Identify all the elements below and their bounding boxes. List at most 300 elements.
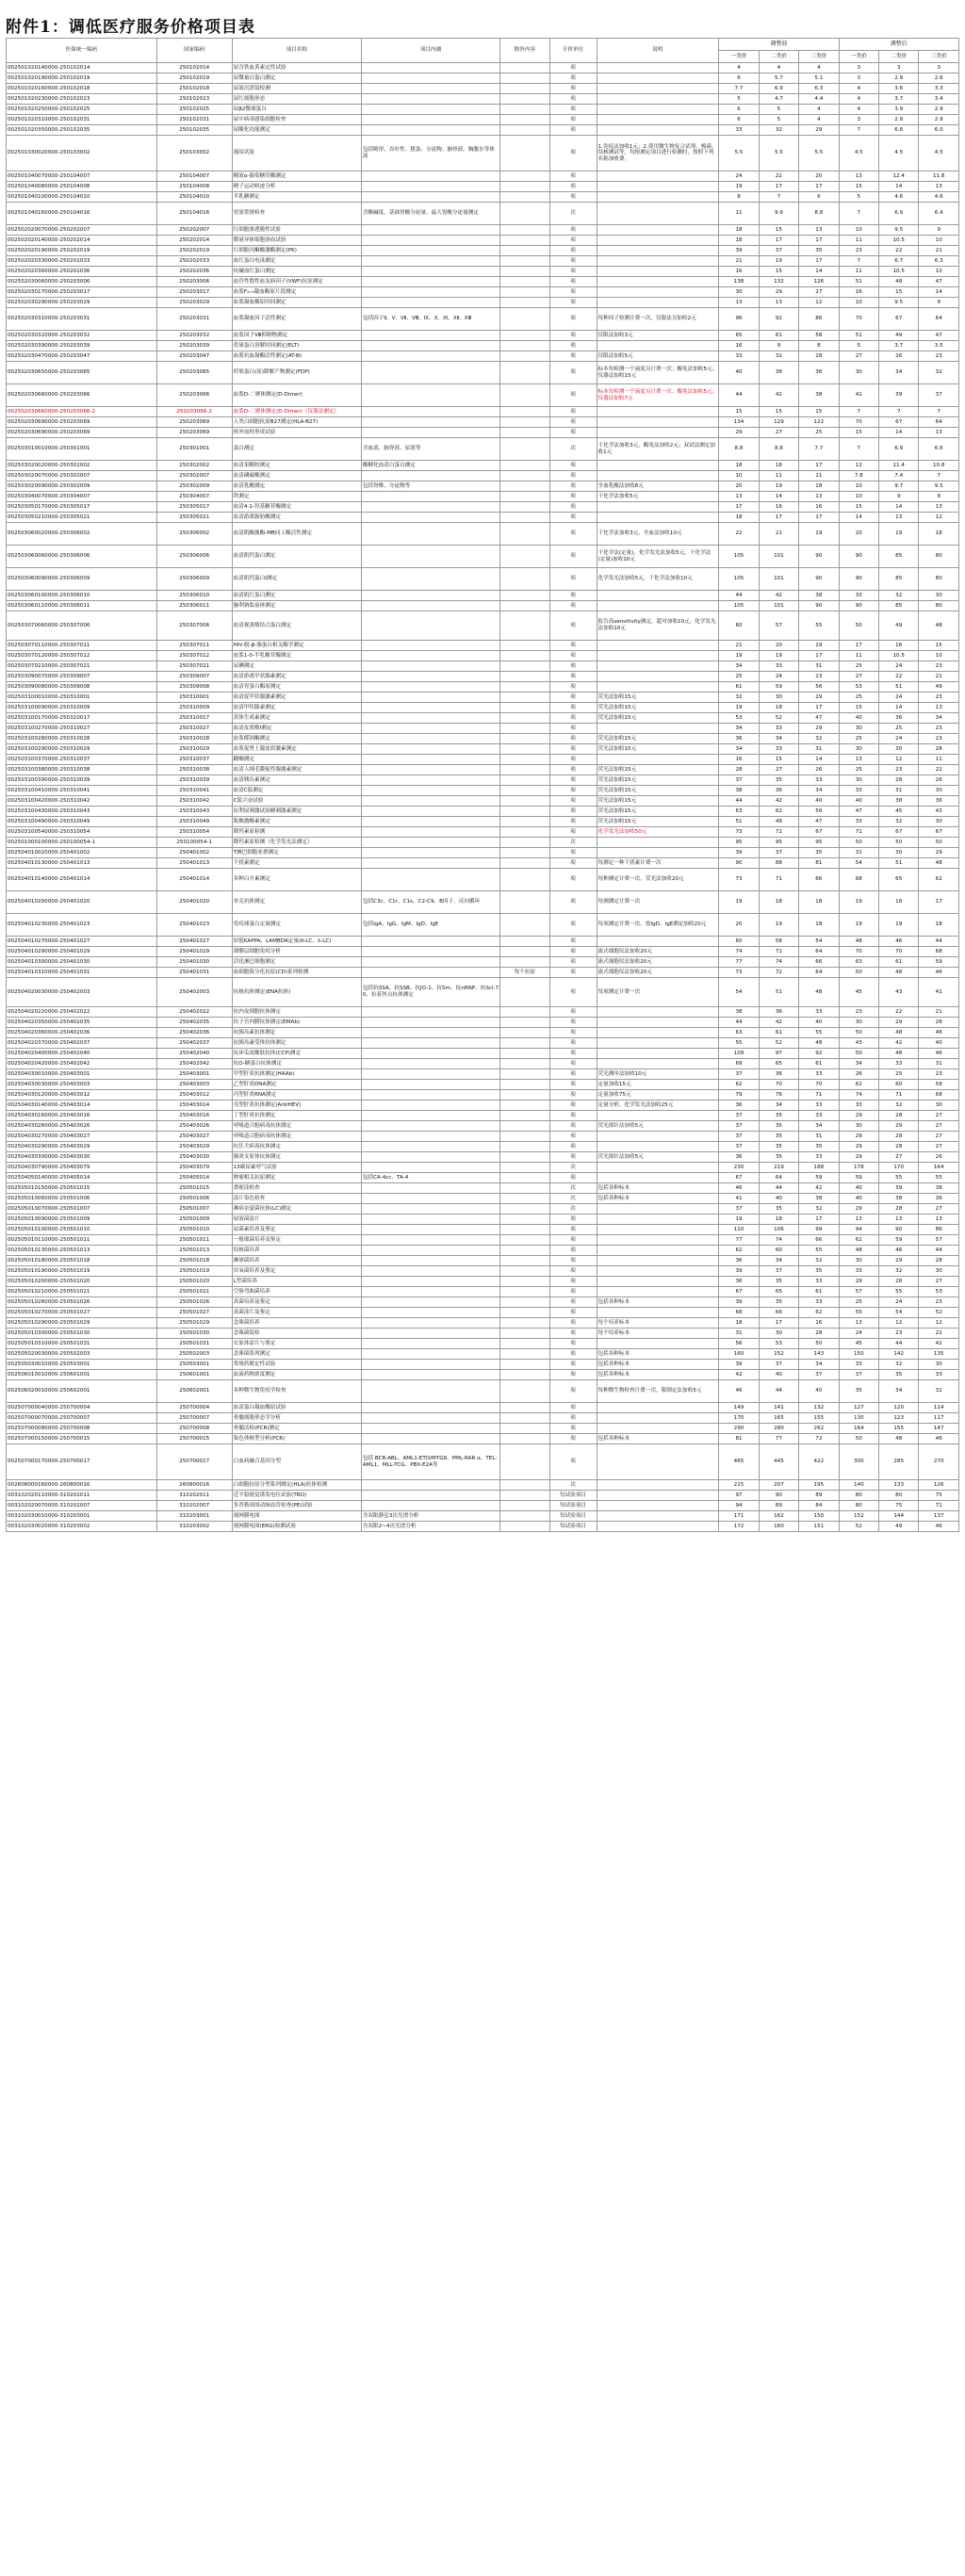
cell-excluded [500,428,549,438]
cell-after-price-1: 12 [839,461,878,471]
cell-before-price-1: 109 [719,1049,759,1059]
cell-note: 流式细胞仪法加收20元 [597,947,719,957]
cell-code: 002505010310000-250501031 [7,1339,157,1349]
cell-code: 002504030260000-250403026 [7,1121,157,1132]
cell-note: 标本每检测一个滴度另计费一次；酶免法加收5元；仪器法加收15元 [597,362,719,384]
cell-note: 报告高sensitivity测定，超对加收10元，化学发光法加收10元 [597,611,719,641]
cell-note [597,591,719,601]
cell-after-price-2: 6.9 [879,203,919,225]
cell-content [361,513,499,523]
cell-item-name: 一般细菌培养及鉴定 [232,1235,361,1246]
cell-unit: 项 [549,471,597,481]
cell-after-price-3: 2.9 [919,105,959,115]
cell-after-price-2: 48 [879,1028,919,1038]
subheader-price-1: 一类价 [719,51,759,63]
cell-national-code: 250403079 [156,1163,232,1173]
cell-excluded [500,182,549,192]
cell-note: 荧光探针法加收5元 [597,1121,719,1132]
cell-after-price-1: 26 [839,1069,878,1080]
cell-note: 荧光法加收15元 [597,817,719,827]
cell-code: 002503100280000-250310028 [7,734,157,744]
cell-before-price-3: 155 [799,1413,839,1424]
cell-note: 每测定一种干扰素计费一次 [597,858,719,869]
cell-content [361,331,499,341]
cell-excluded [500,267,549,277]
cell-before-price-3: 47 [799,713,839,724]
cell-item-name: 血清肌钙蛋白Ⅰ测定 [232,568,361,591]
cell-after-price-1: 33 [839,786,878,796]
cell-note [597,471,719,481]
cell-content [361,765,499,775]
cell-excluded [500,1339,549,1349]
cell-note [597,672,719,682]
cell-code: 002501040070000-250104007 [7,171,157,182]
cell-before-price-1: 73 [719,968,759,978]
cell-national-code: 250102023 [156,94,232,105]
cell-after-price-2: 144 [879,1511,919,1522]
cell-after-price-3: 80 [919,546,959,568]
cell-note [597,755,719,765]
table-row [7,513,959,523]
cell-before-price-1: 18 [719,236,759,246]
cell-before-price-3: 50 [799,1339,839,1349]
cell-unit: 项 [549,84,597,94]
cell-unit: 项 [549,651,597,661]
cell-before-price-3: 150 [799,1511,839,1522]
table-row [7,1266,959,1277]
cell-unit: 项 [549,807,597,817]
cell-item-name: 血清蛋白凝血酶原试验 [232,1403,361,1413]
cell-unit: 项 [549,827,597,838]
cell-after-price-2: 65 [879,869,919,891]
cell-excluded [500,1059,549,1069]
cell-before-price-3: 17 [799,651,839,661]
cell-after-price-2: 30 [879,848,919,858]
cell-unit: 项 [549,817,597,827]
cell-excluded [500,672,549,682]
cell-after-price-1: 25 [839,765,878,775]
cell-excluded [500,703,549,713]
cell-before-price-2: 24 [759,672,798,682]
cell-code: 002501020190000-250102019 [7,73,157,84]
cell-item-name: 纤维蛋白(原)降解产物测定(FDP) [232,362,361,384]
cell-after-price-3: 3.5 [919,341,959,351]
cell-before-price-2: 53 [759,1339,798,1349]
cell-after-price-1: 33 [839,1101,878,1111]
cell-excluded [500,807,549,817]
cell-unit: 项 [549,502,597,513]
cell-content [361,1090,499,1101]
table-row [7,492,959,502]
table-row [7,1349,959,1360]
cell-after-price-2: 34 [879,1380,919,1403]
cell-after-price-3: 23 [919,724,959,734]
cell-content [361,968,499,978]
cell-code: 002503100370000-250310037 [7,755,157,765]
table-row [7,838,959,848]
cell-after-price-3: 117 [919,1413,959,1424]
cell-national-code: 250501006 [156,1194,232,1204]
cell-after-price-2: 49 [879,611,919,641]
cell-code: 002505010110000-250501011 [7,1235,157,1246]
cell-national-code: 250700007 [156,1413,232,1424]
cell-before-price-3: 15 [799,407,839,417]
cell-before-price-1: 60 [719,611,759,641]
cell-national-code: 250104008 [156,182,232,192]
cell-unit: 项 [549,858,597,869]
table-row [7,471,959,481]
table-row [7,1080,959,1090]
cell-item-name: 蛋白测定 [232,438,361,461]
cell-note: 定量加收75元 [597,1090,719,1101]
cell-after-price-1: 48 [839,937,878,947]
cell-content [361,471,499,481]
cell-before-price-2: 34 [759,734,798,744]
cell-content [361,1491,499,1501]
cell-item-name: HIV-脱-β-脂蛋白相关酶学测定 [232,641,361,651]
cell-after-price-1: 33 [839,817,878,827]
cell-code: 002505010270000-250501027 [7,1308,157,1318]
cell-national-code: 250501031 [156,1339,232,1349]
cell-unit: 项 [549,891,597,914]
cell-national-code: 250401014 [156,869,232,891]
cell-unit: 项 [549,755,597,765]
cell-after-price-2: 43 [879,978,919,1007]
cell-unit: 项 [549,236,597,246]
cell-after-price-3: 27 [919,1111,959,1121]
cell-excluded [500,848,549,858]
cell-national-code: 250501018 [156,1256,232,1266]
cell-code: 002501040080000-250104008 [7,182,157,192]
cell-after-price-1: 51 [839,277,878,287]
cell-item-name: 多普勒周围动脉血管检查(PE)试验 [232,1501,361,1511]
cell-national-code: 250403012 [156,1090,232,1101]
cell-note [597,724,719,734]
cell-before-price-1: 19 [719,182,759,192]
cell-content [361,796,499,807]
cell-before-price-1: 21 [719,256,759,267]
cell-after-price-3: 71 [919,1501,959,1511]
cell-note [597,171,719,182]
cell-excluded [500,1194,549,1204]
cell-code: 002505010180000-250501018 [7,1256,157,1266]
cell-before-price-1: 38 [719,786,759,796]
cell-code: 002503070210000-250307021 [7,661,157,672]
cell-excluded [500,817,549,827]
cell-note [597,502,719,513]
cell-code: 002505010190000-250501019 [7,1266,157,1277]
cell-note [597,236,719,246]
cell-unit: 项 [549,1246,597,1256]
cell-item-name: 血清果糖胺测定 [232,461,361,471]
table-row [7,703,959,713]
cell-code: 002502030690000-250203069 [7,428,157,438]
cell-after-price-3: 62 [919,869,959,891]
table-row [7,438,959,461]
cell-excluded [500,1204,549,1215]
cell-excluded [500,94,549,105]
cell-excluded [500,713,549,724]
cell-before-price-1: 81 [719,1434,759,1444]
cell-before-price-3: 19 [799,523,839,546]
cell-after-price-2: 32 [879,1360,919,1370]
cell-after-price-2: 48 [879,968,919,978]
cell-after-price-3: 50 [919,838,959,848]
cell-item-name: 人类白细胞抗原B27测定(HLA-B27) [232,417,361,428]
cell-before-price-2: 7 [759,192,798,203]
cell-before-price-2: 72 [759,968,798,978]
cell-content [361,734,499,744]
cell-excluded [500,1318,549,1329]
cell-before-price-3: 262 [799,1424,839,1434]
cell-after-price-2: 29 [879,1256,919,1266]
cell-unit: 项 [549,1329,597,1339]
cell-before-price-1: 44 [719,384,759,407]
cell-after-price-2: 3.7 [879,94,919,105]
cell-after-price-3: 30 [919,591,959,601]
table-row [7,1183,959,1194]
cell-content [361,341,499,351]
cell-code: 002504030030000-250403003 [7,1080,157,1090]
cell-content [361,384,499,407]
header-after-adjust: 调整后 [839,39,958,51]
cell-before-price-3: 17 [799,236,839,246]
cell-content [361,1380,499,1403]
cell-content: 包括畸形、吞吐性、猪蛋、分泌物、脑脊液、胸腹水等体液 [361,136,499,171]
table-row [7,1059,959,1069]
cell-code: 002502020330000-250202033 [7,256,157,267]
cell-note: 荧光法加收15元 [597,775,719,786]
table-row [7,1069,959,1080]
table-row [7,601,959,611]
cell-before-price-3: 38 [799,384,839,407]
cell-excluded [500,461,549,471]
table-row [7,1444,959,1480]
cell-note [597,1215,719,1225]
cell-after-price-1: 25 [839,693,878,703]
header-content: 项目内涵 [361,39,499,63]
cell-note: 荧光法加收15元 [597,713,719,724]
cell-national-code: 250401023 [156,914,232,937]
cell-unit: 项 [549,672,597,682]
cell-after-price-1: 70 [839,947,878,957]
cell-code: 002504010300000-250401030 [7,957,157,968]
table-row [7,1111,959,1121]
table-row [7,94,959,105]
cell-before-price-1: 105 [719,601,759,611]
cell-after-price-2: 36 [879,713,919,724]
cell-after-price-3: 30 [919,817,959,827]
cell-item-name: 胃液常规检查 [232,203,361,225]
cell-item-name: 抗核抗体测定(ENA抗体) [232,978,361,1007]
cell-item-name: 各种微生物免疫学检查 [232,1380,361,1403]
cell-after-price-1: 90 [839,568,878,591]
cell-before-price-2: 52 [759,713,798,724]
cell-note: 标本每检测一个滴度另计费一次；酶免法加收5元；仪器法加收7元 [597,384,719,407]
cell-after-price-2: 26 [879,351,919,362]
cell-item-name: 血清肌酸激酶-MB同工酶活性测定 [232,523,361,546]
cell-before-price-2: 40 [759,1370,798,1380]
cell-unit: 项 [549,661,597,672]
cell-before-price-1: 20 [719,914,759,937]
cell-excluded [500,331,549,341]
cell-excluded [500,1069,549,1080]
cell-content [361,848,499,858]
cell-unit: 项 [549,461,597,471]
cell-before-price-2: 5.5 [759,136,798,171]
cell-after-price-2: 14 [879,182,919,192]
cell-excluded [500,765,549,775]
cell-before-price-2: 35 [759,1152,798,1163]
cell-after-price-3: 36 [919,1194,959,1204]
cell-before-price-3: 54 [799,937,839,947]
cell-note: 荧光探针法加收5元 [597,1152,719,1163]
cell-note [597,287,719,298]
cell-national-code: 250402022 [156,1007,232,1018]
cell-excluded [500,236,549,246]
cell-content: 酸糖化血清白蛋白测定 [361,461,499,471]
cell-national-code: 250203029 [156,298,232,308]
cell-item-name: 抗胰岛素受体抗体测定 [232,1038,361,1049]
cell-excluded [500,1501,549,1511]
cell-before-price-2: 74 [759,1235,798,1246]
cell-after-price-2: 12.4 [879,171,919,182]
cell-excluded [500,73,549,84]
cell-before-price-1: 18 [719,461,759,471]
cell-excluded [500,1101,549,1111]
cell-national-code: 250306006 [156,546,232,568]
cell-unit: 项 [549,765,597,775]
cell-unit: 项 [549,341,597,351]
cell-before-price-3: 8.8 [799,203,839,225]
cell-national-code: 250501010 [156,1225,232,1235]
subheader-price-4: 一类价 [839,51,878,63]
cell-national-code: 250501013 [156,1246,232,1256]
cell-before-price-3: 47 [799,817,839,827]
cell-before-price-3: 126 [799,277,839,287]
cell-code: 002502030060000-250203006 [7,277,157,287]
cell-after-price-1: 80 [839,1501,878,1511]
cell-national-code: 310202007 [156,1501,232,1511]
cell-content [361,1246,499,1256]
cell-before-price-3: 7.7 [799,438,839,461]
cell-item-name: 肺炎支原体抗体测定 [232,1152,361,1163]
cell-after-price-1: 33 [839,591,878,601]
cell-before-price-1: 5.5 [719,136,759,171]
cell-after-price-3: 80 [919,568,959,591]
cell-national-code: 250104016 [156,203,232,225]
cell-item-name: 血浆醛固酮测定 [232,734,361,744]
cell-excluded [500,171,549,182]
cell-content: 包括C3c、C1r、C1s、C2-C9、B因子、反向循环 [361,891,499,914]
cell-code: 002505010300000-250501030 [7,1329,157,1339]
cell-before-price-1: 69 [719,1059,759,1069]
cell-before-price-2: 62 [759,807,798,817]
cell-after-price-3: 30 [919,786,959,796]
cell-before-price-3: 31 [799,661,839,672]
cell-code: 002504020350000-250402035 [7,1018,157,1028]
cell-before-price-3: 99 [799,1225,839,1235]
cell-excluded [500,641,549,651]
table-row [7,1318,959,1329]
cell-after-price-1: 10 [839,492,878,502]
cell-unit: 项 [549,481,597,492]
cell-content [361,362,499,384]
cell-after-price-2: 32 [879,1101,919,1111]
cell-before-price-3: 89 [799,1491,839,1501]
cell-before-price-3: 92 [799,1049,839,1059]
table-row [7,937,959,947]
cell-after-price-3: 28 [919,744,959,755]
cell-before-price-3: 13 [799,225,839,236]
cell-before-price-1: 32 [719,693,759,703]
cell-after-price-1: 19 [839,914,878,937]
cell-before-price-1: 63 [719,1028,759,1038]
cell-national-code: 250307012 [156,651,232,661]
cell-content [361,277,499,287]
cell-excluded [500,502,549,513]
cell-content [361,1424,499,1434]
cell-after-price-1: 130 [839,1413,878,1424]
cell-national-code: 250401031 [156,968,232,978]
cell-item-name: 血浆因子Ⅷ抑制物测定 [232,331,361,341]
cell-excluded [500,1266,549,1277]
cell-code: 002501020230000-250102023 [7,94,157,105]
cell-after-price-1: 27 [839,351,878,362]
table-row [7,796,959,807]
table-row [7,1308,959,1318]
cell-note [597,125,719,136]
cell-after-price-3: 23 [919,1069,959,1080]
cell-before-price-1: 34 [719,724,759,734]
cell-unit: 项 [549,1349,597,1360]
cell-note [597,1444,719,1480]
cell-content [361,246,499,256]
cell-before-price-1: 94 [719,1501,759,1511]
cell-after-price-1: 50 [839,1028,878,1038]
cell-before-price-3: 36 [799,362,839,384]
cell-excluded [500,277,549,287]
cell-unit: 次 [549,1163,597,1173]
cell-before-price-3: 28 [799,351,839,362]
cell-after-price-1: 29 [839,1132,878,1142]
table-row [7,765,959,775]
cell-before-price-2: 57 [759,611,798,641]
cell-content: 包括CA-4cc、TA-4 [361,1173,499,1183]
cell-item-name: 白血病融合基因分型 [232,1444,361,1480]
cell-content [361,256,499,267]
cell-before-price-2: 60 [759,1246,798,1256]
table-row [7,267,959,277]
cell-content [361,1194,499,1204]
cell-code: 002505020030000-250502003 [7,1349,157,1360]
cell-national-code: 250401013 [156,858,232,869]
cell-after-price-2: 133 [879,1480,919,1491]
cell-before-price-2: 89 [759,1501,798,1511]
cell-note [597,1163,719,1173]
cell-before-price-1: 149 [719,1403,759,1413]
cell-before-price-2: 36 [759,1069,798,1080]
cell-before-price-1: 7.7 [719,84,759,94]
cell-before-price-3: 16 [799,1318,839,1329]
cell-before-price-3: 17 [799,513,839,523]
cell-note [597,1501,719,1511]
cell-before-price-3: 33 [799,1297,839,1308]
cell-item-name: 抗环瓜氨酸肽抗体(CCP)测定 [232,1049,361,1059]
cell-before-price-3: 40 [799,796,839,807]
cell-after-price-2: 28 [879,1204,919,1215]
cell-before-price-3: 61 [799,1059,839,1069]
